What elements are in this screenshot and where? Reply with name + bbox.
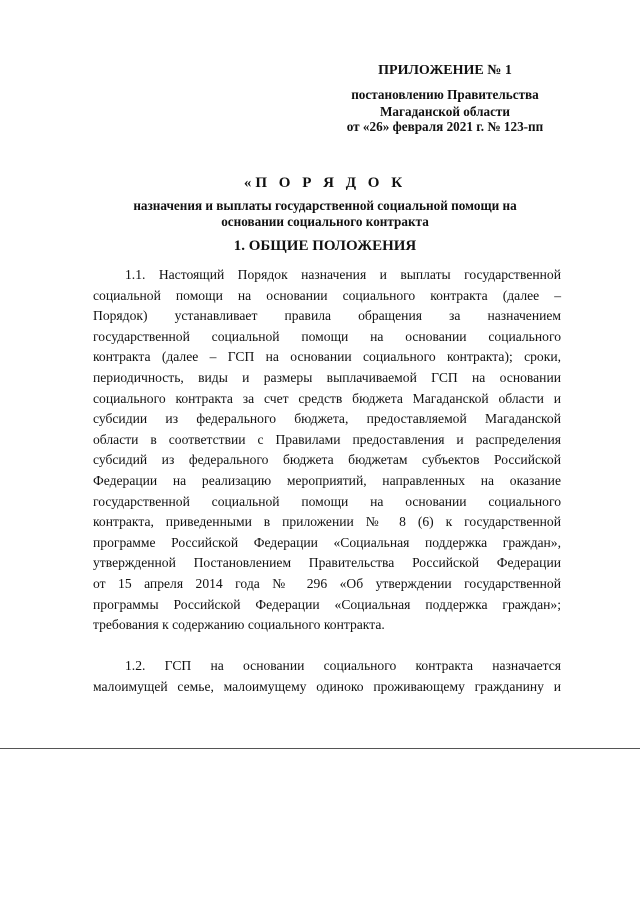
paragraph-1-1 xyxy=(93,265,561,636)
document-subtitle xyxy=(90,198,560,230)
text-line: программе Российской Федерации «Социальная поддержка граждан», xyxy=(93,534,561,550)
text-line: субсидии из федерального бюджета, предоставляемой Магаданской xyxy=(93,411,561,427)
appendix-decree-text: постановлению Правительства xyxy=(351,87,539,102)
document-title: «П О Р Я Д О К xyxy=(243,175,407,191)
page-break-line xyxy=(0,748,640,749)
section-heading: 1. ОБЩИЕ ПОЛОЖЕНИЯ xyxy=(233,238,417,254)
text-line: области в соответствии с Правилами предоставления и распределения xyxy=(93,431,561,447)
subtitle-line-2: основании социального контракта xyxy=(221,214,429,229)
text-line: утвержденной Постановлением Правительства Российской Федерации xyxy=(93,555,561,571)
text-line: социального контракта за счет средств бюджета Магаданской области и xyxy=(93,390,561,406)
text-line: государственной социальной помощи на основании социального xyxy=(93,328,561,344)
text-line: субсидий из федерального бюджета бюджетам субъектов Российской xyxy=(93,452,561,468)
appendix-date-line: от «26» февраля 2021 г. № 123-пп xyxy=(346,119,544,134)
text-line: социальной помощи на основании социального контракта (далее – xyxy=(93,287,561,303)
text-line: 1.2. ГСП на основании социального контракта назначается xyxy=(125,658,561,673)
text-line: от 15 апреля 2014 года № 296 «Об утверждении государственной xyxy=(93,575,561,591)
appendix-decree-line xyxy=(330,86,560,120)
text-line: контракта, приведенными в приложении № 8 (6) к государственной xyxy=(93,514,561,530)
appendix-region-text: Магаданской области xyxy=(379,104,511,119)
text-line: 1.1. Настоящий Порядок назначения и выплаты государственной xyxy=(125,267,561,282)
text-line: требования к содержанию социального контракта. xyxy=(93,617,385,633)
text-line: программы Российской Федерации «Социальная поддержка граждан»; xyxy=(93,596,561,612)
text-line: Федерации на реализацию мероприятий, направленных на оказание xyxy=(93,472,561,488)
paragraph-1-2 xyxy=(93,656,561,697)
text-line: Порядок) устанавливает правила обращения за назначением xyxy=(93,308,561,324)
appendix-heading: ПРИЛОЖЕНИЕ № 1 xyxy=(378,63,512,78)
text-line: контракта (далее – ГСП на основании социального контракта); сроки, xyxy=(93,349,561,365)
subtitle-line-1: назначения и выплаты государственной социальной помощи на xyxy=(133,198,517,213)
text-line: малоимущей семье, малоимущему одиноко проживающему гражданину и xyxy=(93,678,561,694)
text-line: государственной социальной помощи на основании социального xyxy=(93,493,561,509)
text-line: периодичность, виды и размеры выплачиваемой ГСП на основании xyxy=(93,369,561,385)
